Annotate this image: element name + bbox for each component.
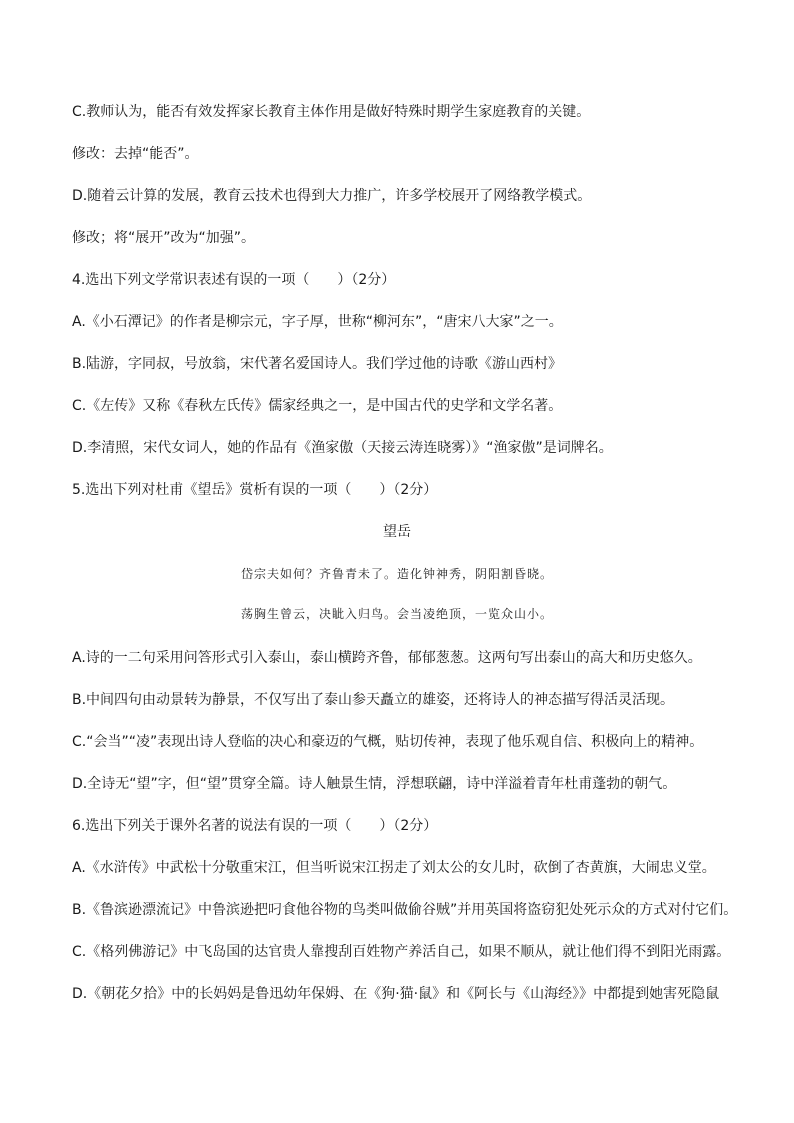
q6-option-a: A.《水浒传》中武松十分敬重宋江，但当听说宋江拐走了刘太公的女儿时，砍倒了杏黄旗，大闹忠义堂。 [72, 860, 716, 876]
revision-d: 修改；将“展开”改为“加强”。 [72, 230, 256, 246]
question-5: 5.选出下列对杜甫《望岳》赏析有误的一项（ ）（2分） [72, 482, 438, 498]
poem-line-1: 岱宗夫如何？齐鲁青未了。造化钟神秀，阴阳割昏晓。 [240, 567, 553, 581]
q4-option-c: C.《左传》又称《春秋左氏传》儒家经典之一，是中国古代的史学和文学名著。 [72, 398, 563, 414]
q4-option-a: A.《小石潭记》的作者是柳宗元，字子厚，世称“柳河东”，“唐宋八大家”之一。 [72, 314, 563, 330]
question-4: 4.选出下列文学常识表述有误的一项（ ）（2分） [72, 272, 396, 288]
question-6: 6.选出下列关于课外名著的说法有误的一项（ ）（2分） [72, 818, 438, 834]
q6-option-d: D.《朝花夕拾》中的长妈妈是鲁迅幼年保姆、在《狗·猫·鼠》和《阿长与《山海经》》中都提到她害死隐鼠 [72, 986, 720, 1002]
option-c-sentence: C.教师认为，能否有效发挥家长教育主体作用是做好特殊时期学生家庭教育的关键。 [72, 104, 591, 120]
q6-option-b: B.《鲁滨逊漂流记》中鲁滨逊把叼食他谷物的鸟类叫做偷谷贼”并用英国将盗窃犯处死示众的方式对付它们。 [72, 902, 738, 918]
revision-c: 修改：去掉“能否”。 [72, 146, 199, 162]
q5-option-c: C.“会当”“凌”表现出诗人登临的决心和豪迈的气概，贴切传神，表现了他乐观自信、积极向上的精神。 [72, 734, 704, 750]
poem-title: 望岳 [383, 524, 411, 540]
poem-line-2: 荡胸生曾云，决眦入归鸟。会当凌绝顶，一览众山小。 [240, 607, 553, 621]
q5-option-d: D.全诗无“望”字，但“望”贯穿全篇。诗人触景生情，浮想联翩，诗中洋溢着青年杜甫蓬勃的朝气。 [72, 776, 677, 792]
q6-option-c: C.《格列佛游记》中飞岛国的达官贵人靠搜刮百姓物产养活自己，如果不顺从，就让他们得不到阳光雨露。 [72, 944, 731, 960]
q5-option-b: B.中间四句由动景转为静景，不仅写出了泰山参天矗立的雄姿，还将诗人的神态描写得活灵活现。 [72, 692, 675, 708]
option-d-sentence: D.随着云计算的发展，教育云技术也得到大力推广，许多学校展开了网络教学模式。 [72, 188, 592, 204]
q4-option-d: D.李清照，宋代女词人，她的作品有《渔家傲（天接云涛连晓雾）》“渔家傲”是词牌名。 [72, 440, 613, 456]
q4-option-b: B.陆游，字同叔，号放翁，宋代著名爱国诗人。我们学过他的诗歌《游山西村》 [72, 356, 563, 372]
q5-option-a: A.诗的一二句采用问答形式引入泰山，泰山横跨齐鲁，郁郁葱葱。这两句写出泰山的高大和历史悠久。 [72, 650, 702, 666]
